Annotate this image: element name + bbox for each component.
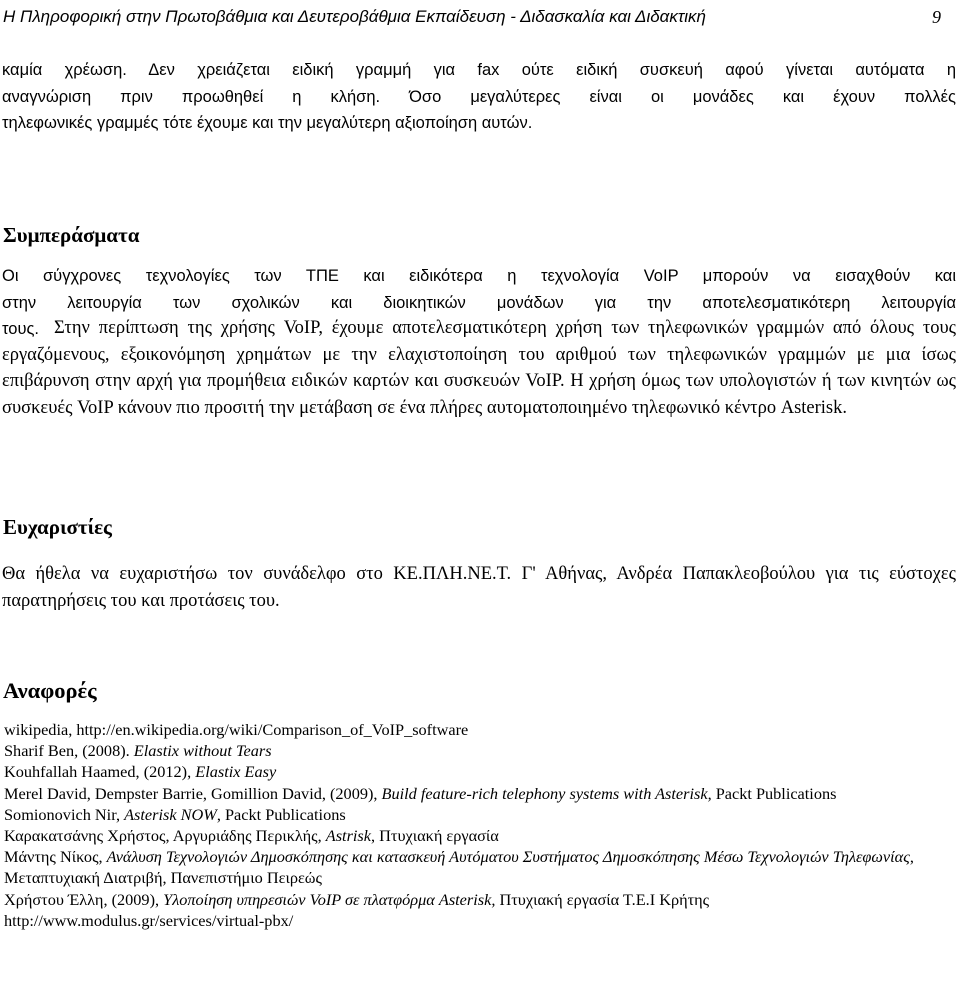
reference-publisher: Πτυχιακή εργασία Τ.Ε.Ι Κρήτης <box>495 889 710 909</box>
reference-item <box>4 783 958 804</box>
intro-line-1: καμία χρέωση. Δεν χρειάζεται ειδική γραμμή για fax ούτε ειδική συσκευή αφού γίνεται αυτόματα η <box>2 61 956 79</box>
reference-item <box>4 889 958 910</box>
intro-line-2: αναγνώριση πριν προωθηθεί η κλήση. Όσο μεγαλύτερες είναι οι μονάδες και έχουν πολλές <box>2 87 956 106</box>
references-heading: Αναφορές <box>3 678 97 703</box>
reference-title: Asterisk NOW <box>124 804 217 824</box>
reference-title: Υλοποίηση υπηρεσιών VoIP σε πλατφόρμα Asterisk, <box>163 889 496 909</box>
reference-publisher: Packt Publications <box>711 783 837 803</box>
reference-text: Sharif Ben, (2008). <box>4 741 134 761</box>
conclusions-heading: Συμπεράσματα <box>3 223 140 247</box>
reference-publisher: , Μεταπτυχιακή Διατριβή, Πανεπιστήμιο Πειρεώς <box>4 847 914 888</box>
intro-line-3: τηλεφωνικές γραμμές τότε έχουμε και την μεγαλύτερη αξιοποίηση αυτών. <box>2 114 533 132</box>
reference-title: Elastix without Tears <box>133 741 272 761</box>
conclusions-line-2: στην λειτουργία των σχολικών και διοικητικών μονάδων για την αποτελεσματικότερη λειτουργία <box>2 293 956 312</box>
reference-text: Μάντης Νίκος, <box>4 847 107 867</box>
conclusions-line-1: Οι σύγχρονες τεχνολογίες των ΤΠΕ και ειδικότερα η τεχνολογία VoIP μπορούν να εισαχθούν και <box>2 267 956 285</box>
acknowledgements-text: Θα ήθελα να ευχαριστήσω τον συνάδελφο στο ΚΕ.ΠΛΗ.ΝΕ.Τ. Γ' Αθήνας, Ανδρέα Παπακλεοβούλου για τις εύστοχες παρατηρήσεις του και προτάσεις του. <box>2 564 956 611</box>
conclusions-body: Στην περίπτωση της χρήσης VoIP, έχουμε αποτελεσματικότερη χρήση των τηλεφωνικών γραμμών από όλους τους εργαζόμενους, εξοικονόμηση χρημάτων με την ελαχιστοποίηση του αριθμού των τηλεφωνικών γραμμών με μια ίσως επιβάρυνση στην αρχή για προμήθεια ειδικών καρτών και συσκευών VoIP. Η χρήση όμως των υπολογιστών ή των κινητών ως συσκευές VoIP κάνουν πιο προσιτή την μετάβαση σε ένα πλήρες αυτοματοποιημένο τηλεφωνικό κέντρο Asterisk. <box>2 318 956 418</box>
references-list <box>4 719 958 931</box>
reference-item <box>4 761 958 782</box>
reference-item <box>4 910 958 931</box>
reference-publisher: , Packt Publications <box>216 804 346 824</box>
reference-text: Somionovich Nir, <box>4 804 125 824</box>
reference-text: Merel David, Dempster Barrie, Gomillion David, (2009), <box>4 783 382 803</box>
reference-item <box>4 719 958 740</box>
reference-title: Build feature-rich telephony systems with Asterisk, <box>381 783 712 803</box>
reference-title: Elastix Easy <box>195 762 277 782</box>
reference-publisher: , Πτυχιακή εργασία <box>371 826 499 846</box>
reference-item <box>4 804 958 825</box>
reference-text: Καρακατσάνης Χρήστος, Αργυριάδης Περικλής, <box>4 826 326 846</box>
running-header <box>0 4 960 30</box>
reference-item <box>4 825 958 846</box>
reference-title: Ανάλυση Τεχνολογιών Δημοσκόπησης και κατασκευή Αυτόματου Συστήματος Δημοσκόπησης Μέσω Τεχνολογιών Τηλεφωνίας <box>106 847 910 867</box>
conclusions-line-3-start: τους. <box>2 320 40 338</box>
intro-paragraph <box>2 57 956 137</box>
reference-title: Astrisk <box>325 826 371 846</box>
reference-item <box>4 740 958 761</box>
page-number: 9 <box>932 7 941 27</box>
reference-text: Kouhfallah Haamed, (2012), <box>4 762 196 782</box>
acknowledgements-heading: Ευχαριστίες <box>3 515 112 539</box>
conclusions-serif-text <box>2 315 956 421</box>
reference-item <box>4 846 958 888</box>
conclusions-sans-text <box>2 263 956 316</box>
reference-text: http://www.modulus.gr/services/virtual-pbx/ <box>4 910 294 930</box>
header-title: Η Πληροφορική στην Πρωτοβάθμια και Δευτεροβάθμια Εκπαίδευση - Διδασκαλία και Διδακτική <box>3 7 706 26</box>
reference-text: Χρήστου Έλλη, (2009), <box>4 889 164 909</box>
reference-text: wikipedia, http://en.wikipedia.org/wiki/Comparison_of_VoIP_software <box>4 720 469 739</box>
